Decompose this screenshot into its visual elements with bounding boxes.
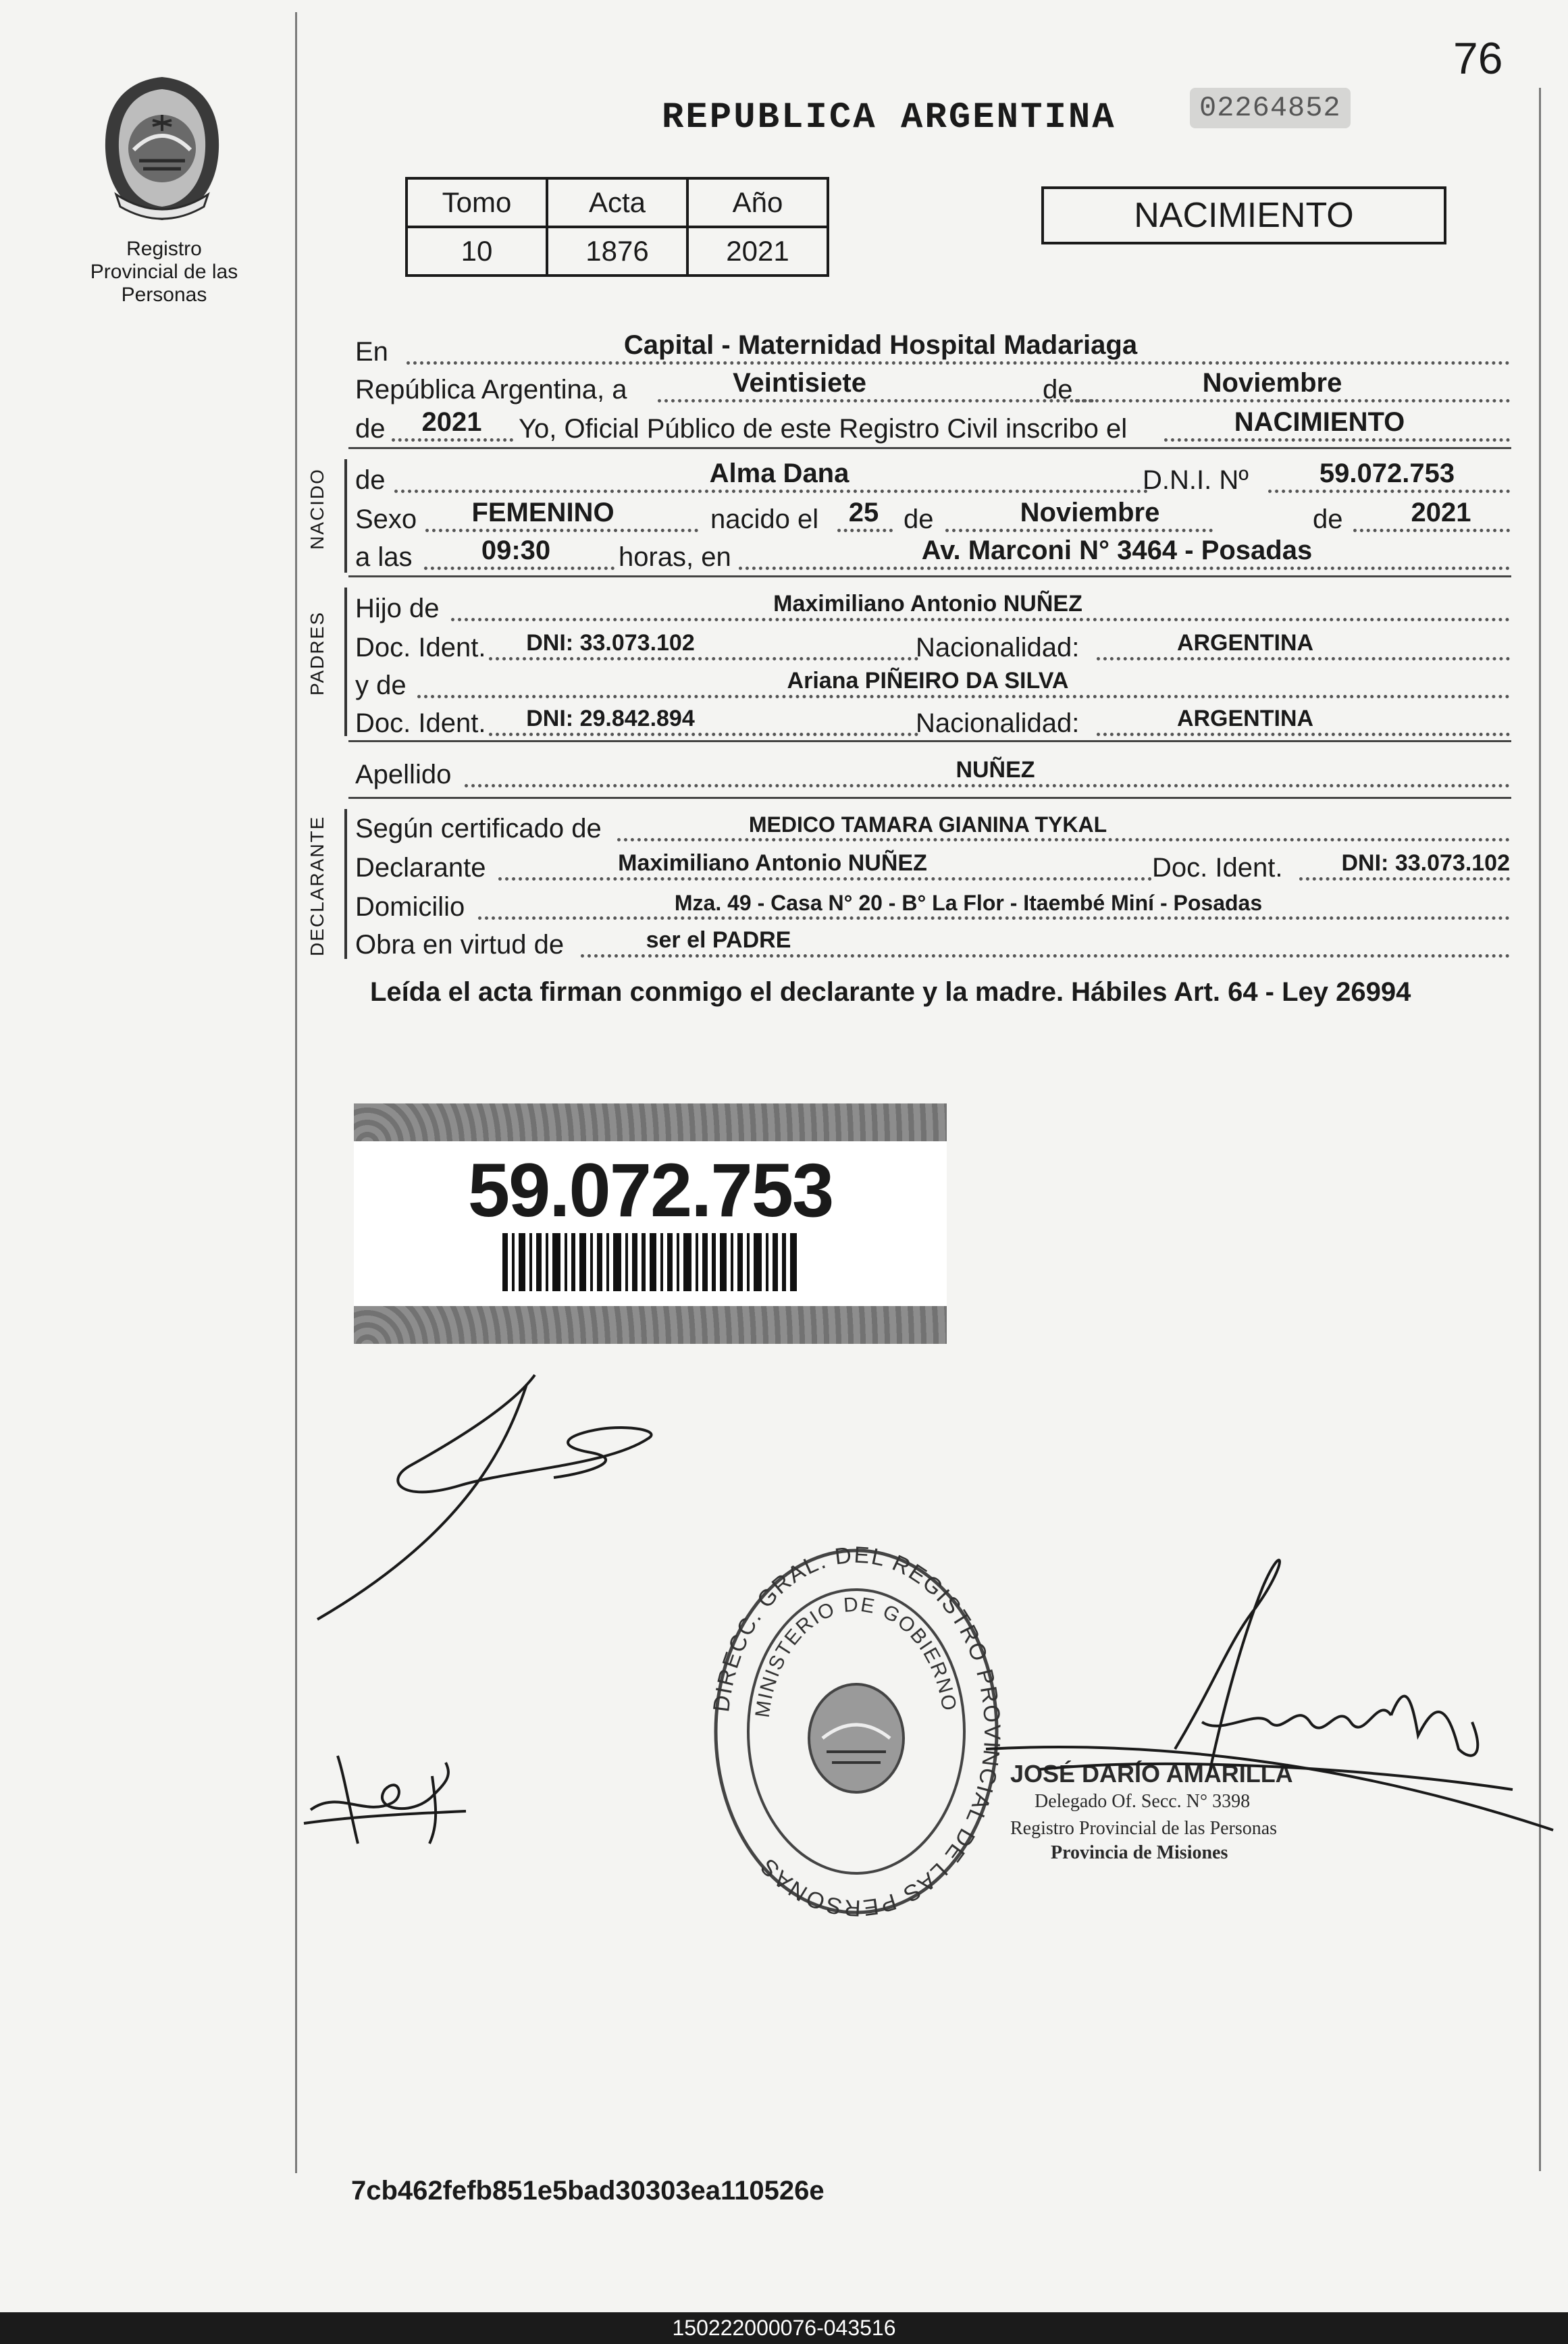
label-y-de: y de: [355, 671, 407, 700]
record-table-values: [407, 227, 828, 276]
label-apellido: Apellido: [355, 760, 452, 789]
official-seal: [708, 1542, 1005, 1921]
label-de: de: [355, 465, 386, 495]
footer-bar: [0, 2312, 1568, 2344]
value-father-doc: DNI: 33.073.102: [526, 630, 695, 656]
row-declarante: [354, 847, 1510, 886]
label-nacionalidad: Nacionalidad:: [916, 708, 1080, 738]
document-title: REPUBLICA ARGENTINA: [662, 97, 1116, 138]
value-child-dni: 59.072.753: [1319, 459, 1455, 488]
right-margin-line: [1539, 88, 1541, 2171]
dots: [739, 567, 1510, 570]
label-nacido-el: nacido el: [710, 504, 819, 534]
header-acta: Acta: [547, 178, 687, 227]
label-doc-ident: Doc. Ident.: [355, 633, 486, 662]
header-ano: Año: [687, 178, 828, 227]
label-declarante: Declarante: [355, 853, 486, 883]
section-bracket: [344, 459, 347, 573]
value-sexo: FEMENINO: [471, 498, 615, 527]
dots: [425, 529, 698, 532]
row-hour-place: [354, 536, 1510, 575]
section-bracket: [344, 588, 347, 736]
value-declarante-name: Maximiliano Antonio NUÑEZ: [618, 850, 927, 876]
value-birth-month: Noviembre: [1020, 498, 1160, 527]
dots: [1353, 529, 1510, 532]
label-domicilio: Domicilio: [355, 892, 465, 922]
dni-sticker: [354, 1103, 947, 1344]
label-horas-en: horas, en: [619, 542, 731, 572]
label-de: de: [904, 504, 934, 534]
section-label-declarante: DECLARANTE: [307, 815, 328, 956]
section-divider: [348, 447, 1511, 449]
row-certificado: [354, 808, 1510, 847]
value-place: Capital - Maternidad Hospital Madariaga: [623, 330, 1138, 360]
value-hour: 09:30: [481, 536, 551, 565]
signature-declarante: [311, 1364, 743, 1634]
row-mother-doc: [354, 702, 1510, 741]
dni-sticker-number: 59.072.753: [467, 1148, 833, 1232]
section-divider: [348, 575, 1511, 577]
dots: [945, 529, 1213, 532]
document-hash: 7cb462fefb851e5bad30303ea110526e: [351, 2176, 825, 2206]
dots: [424, 567, 615, 570]
dots: [658, 399, 1094, 402]
value-certificado: MEDICO TAMARA GIANINA TYKAL: [748, 812, 1107, 837]
dots: [581, 954, 1510, 958]
label-obra-en-virtud: Obra en virtud de: [355, 930, 565, 960]
value-mother-doc: DNI: 29.842.894: [526, 706, 695, 731]
dots: [417, 695, 1510, 698]
label-sexo: Sexo: [355, 504, 417, 534]
serial-number: 02264852: [1190, 88, 1351, 128]
record-type-box: NACIMIENTO: [1041, 186, 1446, 244]
sticker-band-top: [354, 1103, 947, 1141]
value-act-type: NACIMIENTO: [1234, 407, 1405, 437]
dots: [1164, 438, 1510, 442]
value-domicilio: Mza. 49 - Casa N° 20 - B° La Flor - Itaembé Miní - Posadas: [674, 891, 1263, 915]
value-father-nationality: ARGENTINA: [1176, 630, 1314, 656]
value-acta: 1876: [547, 227, 687, 276]
label-yo-oficial: Yo, Oficial Público de este Registro Civil inscribo el: [519, 414, 1128, 444]
value-mother-name: Ariana PIÑEIRO DA SILVA: [787, 668, 1069, 694]
dots: [489, 733, 918, 736]
dots: [1268, 490, 1510, 493]
row-obra: [354, 924, 1510, 963]
value-day-words: Veintisiete: [733, 368, 866, 398]
closing-note: Leída el acta firman conmigo el declarante y la madre. Hábiles Art. 64 - Ley 26994: [370, 977, 1411, 1007]
section-divider: [348, 740, 1511, 742]
record-table: [405, 177, 829, 277]
sticker-band-bottom: [354, 1306, 947, 1344]
label-republica: República Argentina, a: [355, 375, 627, 405]
value-father-name: Maximiliano Antonio NUÑEZ: [773, 591, 1082, 617]
label-de: de: [1043, 375, 1073, 405]
value-declarante-doc: DNI: 33.073.102: [1341, 850, 1510, 876]
value-child-name: Alma Dana: [709, 459, 850, 488]
row-apellido: [354, 754, 1510, 793]
dots: [451, 618, 1510, 621]
dots: [394, 490, 1148, 493]
value-year: 2021: [421, 407, 482, 437]
section-bracket: [344, 809, 347, 959]
value-ano: 2021: [687, 227, 828, 276]
value-birth-day: 25: [848, 498, 879, 527]
row-father-doc: [354, 627, 1510, 666]
footer-code: 150222000076-043516: [672, 2316, 896, 2340]
page-number: 76: [1453, 33, 1503, 83]
row-sex-birth: [354, 498, 1510, 538]
row-mother: [354, 665, 1510, 704]
value-birth-address: Av. Marconi N° 3464 - Posadas: [921, 536, 1313, 565]
dots: [498, 877, 1152, 881]
value-tomo: 10: [407, 227, 547, 276]
signature-madre: [297, 1749, 473, 1850]
label-hijo-de: Hijo de: [355, 594, 440, 623]
section-label-padres: PADRES: [307, 610, 328, 696]
label-dni: D.N.I. Nº: [1143, 465, 1249, 495]
dots: [837, 529, 893, 532]
dots: [489, 657, 918, 660]
value-month: Noviembre: [1202, 368, 1342, 398]
section-label-nacido: NACIDO: [307, 468, 328, 550]
row-name: [354, 459, 1510, 498]
seal-outer-text: DIRECC. GRAL. DEL REGISTRO PROVINCIAL DE LAS PERSONAS: [708, 1542, 1005, 1921]
label-segun-certificado: Según certificado de: [355, 814, 602, 843]
value-birth-year: 2021: [1411, 498, 1471, 527]
dots: [465, 784, 1510, 787]
signature-official: [972, 1546, 1567, 1857]
label-nacionalidad: Nacionalidad:: [916, 633, 1080, 662]
label-doc-ident: Doc. Ident.: [1152, 853, 1283, 883]
registry-name: Registro Provincial de las Personas: [90, 238, 238, 306]
header-tomo: Tomo: [407, 178, 547, 227]
record-table-header: [407, 178, 828, 227]
row-father: [354, 588, 1510, 627]
official-name: JOSÉ DARÍO AMARILLA: [1010, 1760, 1293, 1788]
label-doc-ident: Doc. Ident.: [355, 708, 486, 738]
label-a-las: a las: [355, 542, 413, 572]
value-obra: ser el PADRE: [646, 927, 791, 953]
official-position: Delegado Of. Secc. N° 3398: [1035, 1791, 1251, 1812]
seal-inner-text: MINISTERIO DE GOBIERNO: [751, 1593, 961, 1719]
dots: [1097, 657, 1510, 660]
dots: [1299, 877, 1510, 881]
value-apellido: NUÑEZ: [956, 757, 1035, 783]
dots: [407, 361, 1510, 365]
label-de: de: [1313, 504, 1343, 534]
row-date: [354, 369, 1510, 408]
section-divider: [348, 797, 1511, 799]
dots: [1097, 733, 1510, 736]
value-mother-nationality: ARGENTINA: [1176, 706, 1314, 731]
row-place: [354, 331, 1510, 370]
row-year-act: [354, 408, 1510, 447]
dots: [392, 438, 513, 442]
dots: [617, 838, 1510, 841]
barcode: [502, 1233, 797, 1291]
official-province: Provincia de Misiones: [1051, 1842, 1228, 1863]
label-de: de: [355, 414, 386, 444]
row-domicilio: [354, 886, 1510, 925]
dots: [1075, 399, 1510, 402]
official-registry: Registro Provincial de las Personas: [1010, 1818, 1278, 1839]
label-en: En: [355, 337, 388, 367]
province-logo: [96, 74, 228, 223]
dots: [478, 916, 1510, 920]
